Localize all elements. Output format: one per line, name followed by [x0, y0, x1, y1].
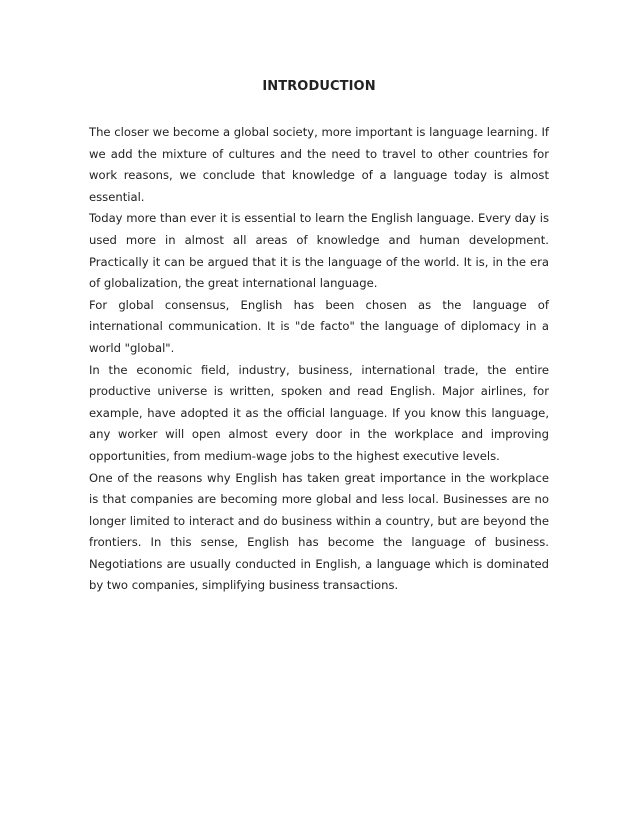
paragraph-4: In the economic field, industry, business, international trade, the entire productive universe is written, spoken and read English. Major airlines, for example, have adopted it as the official language. If you know this language, any worker will open almost every door in the workplace and improving opportunities, from medium-wage jobs to the highest executive levels.: [89, 362, 549, 463]
paragraph-2: Today more than ever it is essential to learn the English language. Every day is used more in almost all areas of knowledge and human development. Practically it can be argued that it is the language of the world. It is, in the era of globalization, the great international language.: [89, 211, 549, 291]
page-title: INTRODUCTION: [262, 79, 376, 94]
paragraph-3: For global consensus, English has been chosen as the language of international communication. It is "de facto" the language of diplomacy in a world "global".: [89, 297, 549, 355]
paragraph-5: One of the reasons why English has taken great importance in the workplace is that companies are becoming more global and less local. Businesses are no longer limited to interact and do business within a country, but are beyond the frontiers. In this sense, English has become the language of business. Negotiations are usually conducted in English, a language which is dominated by two companies, simplifying business transactions.: [89, 470, 549, 593]
document-page: [89, 78, 549, 597]
paragraph-1: The closer we become a global society, more important is language learning. If we add the mixture of cultures and the need to travel to other countries for work reasons, we conclude that knowledge of a language today is almost essential.: [89, 125, 549, 204]
